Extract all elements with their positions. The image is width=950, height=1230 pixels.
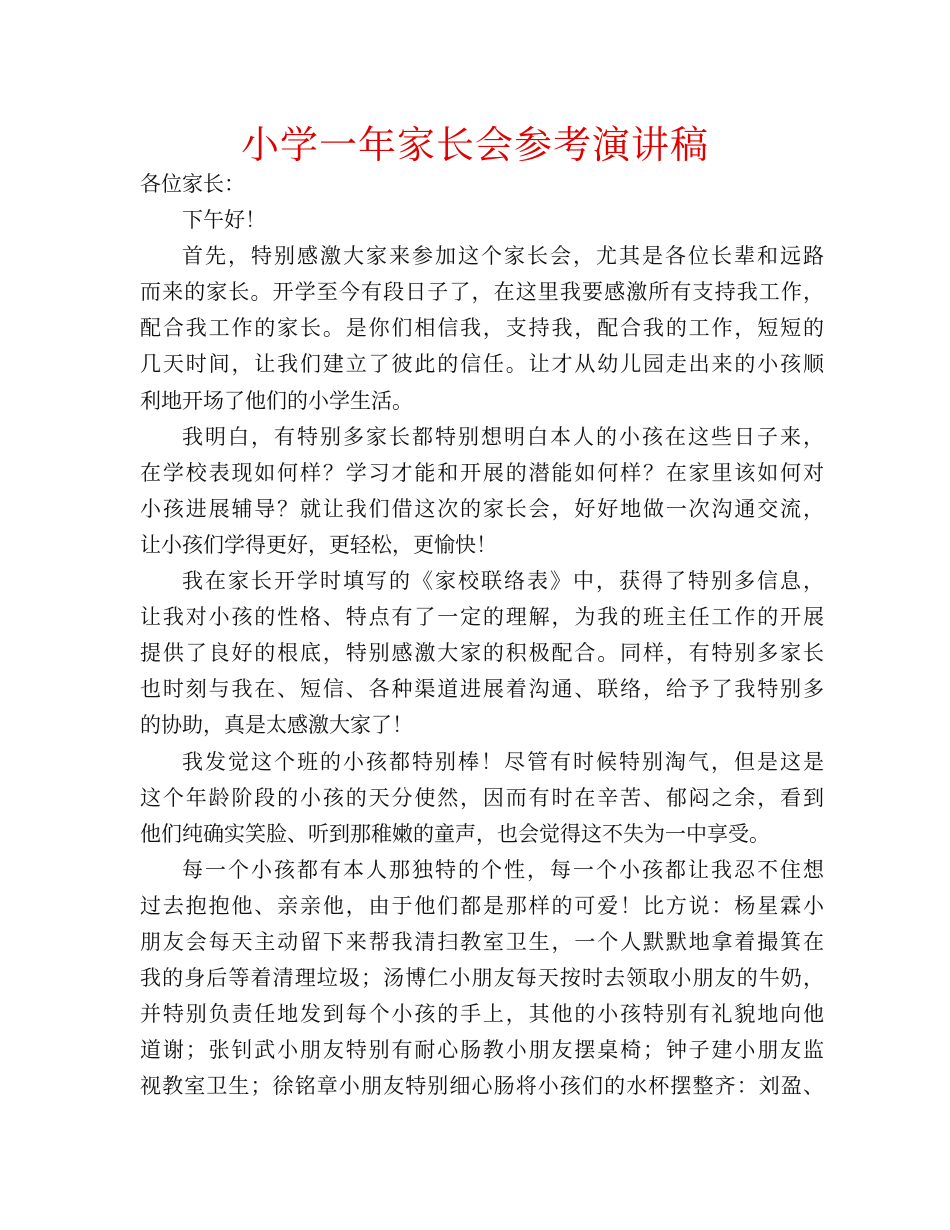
paragraph-line: 在学校表现如何样？学习才能和开展的潜能如何样？在家里该如何对: [140, 460, 824, 485]
paragraph-line: 首先，特别感激大家来参加这个家长会，尤其是各位长辈和远路: [182, 244, 824, 269]
paragraph-line: 这个年龄阶段的小孩的天分使然，因而有时在辛苦、郁闷之余，看到: [140, 785, 824, 810]
paragraph-line: 小孩进展辅导？就让我们借这次的家长会，好好地做一次沟通交流，: [140, 496, 824, 521]
paragraph-line: 道谢；张钊武小朋友特别有耐心肠教小朋友摆桌椅；钟子建小朋友监: [140, 1038, 824, 1063]
paragraph-line: 我在家长开学时填写的《家校联络表》中，获得了特别多信息，: [182, 569, 824, 594]
paragraph-line: 每一个小孩都有本人那独特的个性，每一个小孩都让我忍不住想: [182, 857, 824, 882]
paragraph-line: 的协助，真是太感激大家了！: [140, 713, 413, 738]
document-body: [140, 166, 824, 1104]
paragraph-line: 我明白，有特别多家长都特别想明白本人的小孩在这些日子来，: [182, 424, 824, 449]
paragraph-line: 也时刻与我在、短信、各种渠道进展着沟通、联络，给予了我特别多: [140, 677, 824, 702]
document-title: 小学一年家长会参考演讲稿: [240, 123, 709, 167]
paragraph-line: 我的身后等着清理垃圾；汤博仁小朋友每天按时去领取小朋友的牛奶，: [140, 966, 824, 991]
paragraph-line: 配合我工作的家长。是你们相信我，支持我，配合我的工作，短短的: [140, 316, 824, 341]
greeting: 下午好！: [182, 208, 266, 233]
paragraph-line: 我发觉这个班的小孩都特别棒！尽管有时候特别淘气，但是这是: [182, 749, 824, 774]
paragraph-line: 让我对小孩的性格、特点有了一定的理解，为我的班主任工作的开展: [140, 605, 824, 630]
paragraph-line: 而来的家长。开学至今有段日子了，在这里我要感激所有支持我工作，: [140, 280, 824, 305]
paragraph-line: 并特别负责任地发到每个小孩的手上，其他的小孩特别有礼貌地向他: [140, 1002, 824, 1027]
paragraph-line: 让小孩们学得更好，更轻松，更愉快！: [140, 532, 497, 557]
paragraph-line: 利地开场了他们的小学生活。: [140, 388, 413, 413]
paragraph-line: 朋友会每天主动留下来帮我清扫教室卫生，一个人默默地拿着撮箕在: [140, 929, 824, 954]
paragraph-line: 提供了良好的根底，特别感激大家的积极配合。同样，有特别多家长: [140, 641, 824, 666]
paragraph-line: 他们纯确实笑脸、听到那稚嫩的童声，也会觉得这不失为一中享受。: [140, 821, 770, 846]
paragraph-line: 几天时间，让我们建立了彼此的信任。让才从幼儿园走出来的小孩顺: [140, 352, 824, 377]
salutation: 各位家长：: [140, 172, 245, 196]
paragraph-line: 过去抱抱他、亲亲他，由于他们都是那样的可爱！比方说：杨星霖小: [140, 893, 824, 918]
paragraph-line: 视教室卫生；徐铭章小朋友特别细心肠将小孩们的水杯摆整齐：刘盈、: [140, 1074, 824, 1099]
